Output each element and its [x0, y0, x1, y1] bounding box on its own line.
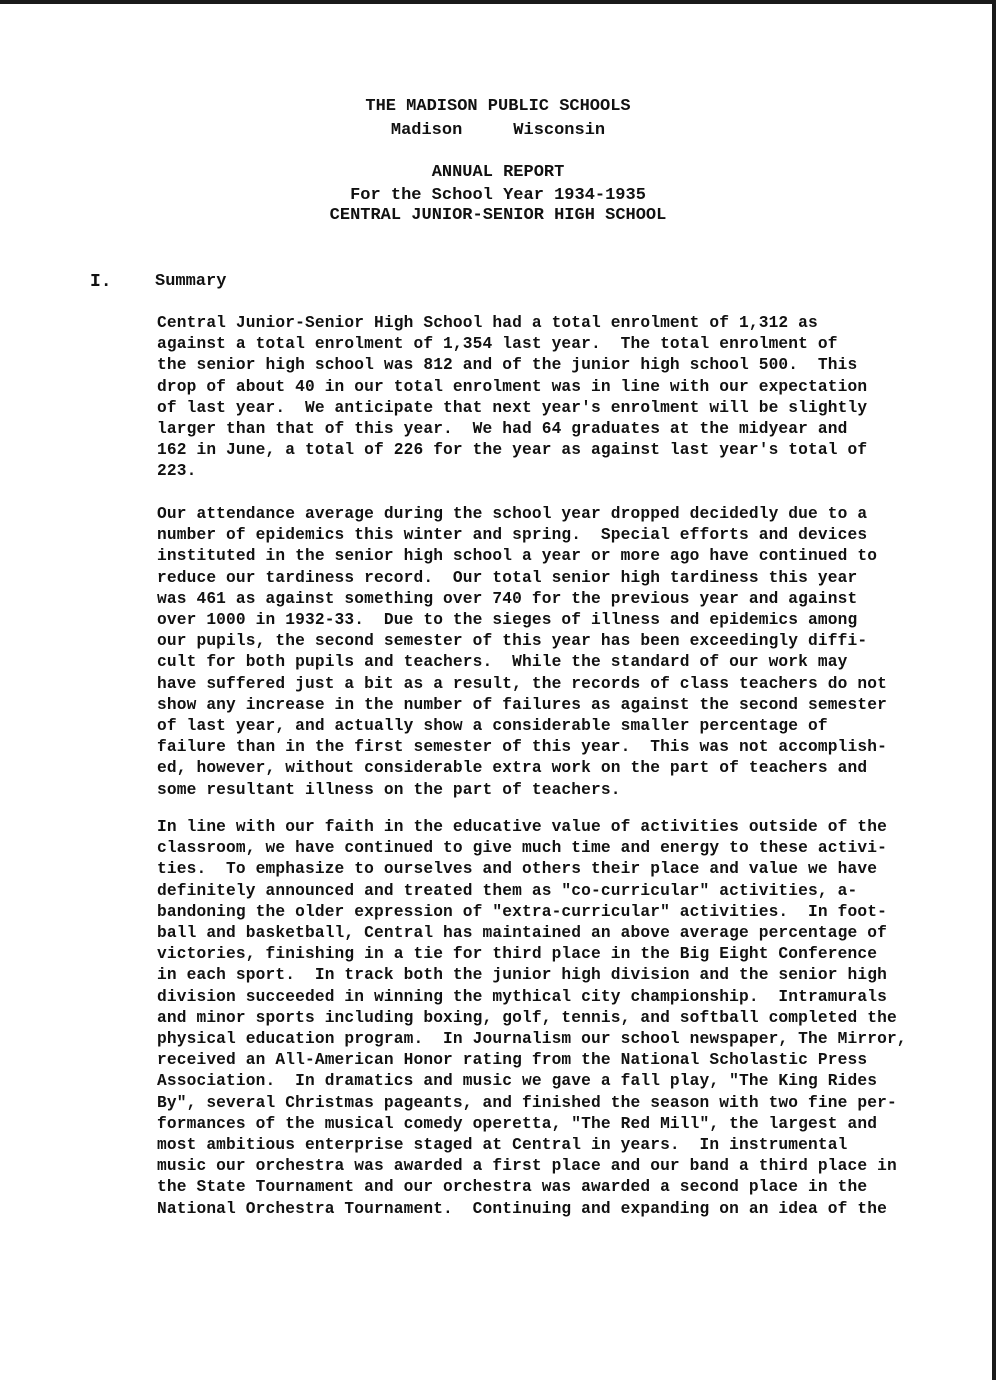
text-line: larger than that of this year. We had 64 graduates at the midyear and: [157, 420, 848, 439]
text-line: victories, finishing in a tie for third place in the Big Eight Conference: [157, 945, 878, 964]
text-line: Our attendance average during the school year dropped decidedly due to a: [157, 505, 868, 523]
paragraph-enrolment: [157, 313, 957, 483]
text-line: ball and basketball, Central has maintained an above average percentage of: [157, 924, 887, 943]
text-line: National Orchestra Tournament. Continuing and expanding on an idea of the: [157, 1199, 887, 1218]
location-heading: Madison Wisconsin: [390, 121, 606, 140]
text-line: number of epidemics this winter and spring. Special efforts and devices: [157, 526, 868, 545]
text-line: our pupils, the second semester of this year has been exceedingly diffi-: [157, 632, 868, 651]
text-line: and minor sports including boxing, golf, tennis, and softball completed the: [157, 1008, 897, 1027]
report-title: ANNUAL REPORT: [431, 163, 565, 182]
text-line: some resultant illness on the part of teachers.: [157, 780, 621, 799]
text-line: was 461 as against something over 740 for the previous year and against: [157, 589, 858, 608]
text-line: over 1000 in 1932-33. Due to the sieges of illness and epidemics among: [157, 611, 858, 630]
school-year-heading: For the School Year 1934-1935: [350, 186, 646, 205]
text-line: By", several Christmas pageants, and finished the season with two fine per-: [157, 1093, 897, 1112]
section-number: I.: [90, 272, 112, 292]
text-line: against a total enrolment of 1,354 last year. The total enrolment of: [157, 335, 838, 354]
text-line: 162 in June, a total of 226 for the year as against last year's total of: [157, 441, 868, 460]
text-line: the senior high school was 812 and of the junior high school 500. This: [157, 356, 858, 375]
text-line: failure than in the first semester of this year. This was not accomplish-: [157, 738, 887, 757]
text-line: reduce our tardiness record. Our total senior high tardiness this year: [157, 568, 858, 587]
text-line: formances of the musical comedy operetta, "The Red Mill", the largest and: [157, 1114, 878, 1133]
text-line: instituted in the senior high school a year or more ago have continued to: [157, 547, 878, 566]
text-line: ties. To emphasize to ourselves and others their place and value we have: [157, 860, 878, 879]
text-line: have suffered just a bit as a result, the records of class teachers do not: [157, 674, 887, 693]
district-heading: THE MADISON PUBLIC SCHOOLS: [365, 97, 631, 116]
text-line: received an All-American Honor rating from the National Scholastic Press: [157, 1051, 868, 1070]
text-line: bandoning the older expression of "extra-curricular" activities. In foot-: [157, 902, 887, 921]
text-line: in each sport. In track both the junior high division and the senior high: [157, 966, 887, 985]
text-line: classroom, we have continued to give much time and energy to these activi-: [157, 839, 887, 858]
text-line: of last year. We anticipate that next year's enrolment will be slightly: [157, 398, 868, 417]
text-line: physical education program. In Journalism our school newspaper, The Mirror,: [157, 1030, 907, 1049]
paragraph-attendance: [157, 504, 957, 801]
text-line: cult for both pupils and teachers. While the standard of our work may: [157, 653, 848, 672]
text-line: drop of about 40 in our total enrolment was in line with our expectation: [157, 377, 868, 396]
text-line: the State Tournament and our orchestra was awarded a second place in the: [157, 1178, 868, 1197]
paragraph-activities: [157, 817, 957, 1220]
text-line: of last year, and actually show a considerable smaller percentage of: [157, 717, 828, 736]
text-line: music our orchestra was awarded a first place and our band a third place in: [157, 1157, 897, 1176]
text-line: show any increase in the number of failures as against the second semester: [157, 695, 887, 714]
text-line: ed, however, without considerable extra work on the part of teachers and: [157, 759, 868, 778]
section-title: Summary: [155, 272, 227, 291]
text-line: Association. In dramatics and music we gave a fall play, "The King Rides: [157, 1072, 878, 1091]
text-line: most ambitious enterprise staged at Central in years. In instrumental: [157, 1136, 848, 1155]
scan-border-top: [0, 0, 996, 4]
text-line: definitely announced and treated them as "co-curricular" activities, a-: [157, 881, 858, 900]
text-line: division succeeded in winning the mythical city championship. Intramurals: [157, 987, 887, 1006]
text-line: 223.: [157, 462, 197, 481]
text-line: In line with our faith in the educative value of activities outside of the: [157, 818, 887, 836]
school-name-heading: CENTRAL JUNIOR-SENIOR HIGH SCHOOL: [329, 206, 667, 225]
text-line: Central Junior-Senior High School had a total enrolment of 1,312 as: [157, 314, 818, 332]
